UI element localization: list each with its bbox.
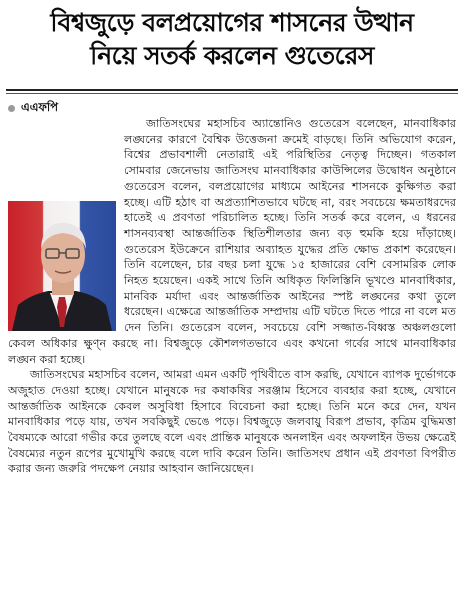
portrait-illustration bbox=[8, 201, 116, 331]
bullet-icon bbox=[8, 105, 15, 112]
headline-line-2: নিয়ে সতর্ক করলেন গুতেরেস bbox=[90, 41, 374, 70]
portrait-photo bbox=[8, 201, 116, 331]
headline bbox=[0, 6, 464, 72]
headline-divider bbox=[6, 89, 458, 91]
headline-line-1: বিশ্বজুড়ে বলপ্রয়োগের শাসনের উত্থান bbox=[50, 8, 414, 37]
article-body bbox=[8, 116, 456, 477]
paragraph-2: জাতিসংঘের মহাসচিব বলেন, আমরা এমন একটি পৃথিবীতে বাস করছি, যেখানে ব্যাপক দুর্ভোগকে অজুহাত দেওয়া হচ্ছে। যেখানে মানুষকে দর কষাকষির সরঞ্জাম হিসেবে ব্যবহার করা হচ্ছে, যেখানে আন্তর্জাতিক আইনকে কেবল অসুবিধা হিসাবে বিবেচনা করা হচ্ছে। তিনি মনে করে দেন, যখন মানবাধিকার পড়ে যায়, তখন সবকিছুই ভেঙে পড়ে। বিশ্বজুড়ে জলবায়ু বিরূপ প্রভাব, কৃত্রিম বুদ্ধিমত্তা বৈষম্যকে আরো গভীর করে তুলছে বলে এবং প্রান্তিক মানুষকে অনলাইন এবং অফলাইন উভয় ক্ষেত্রেই বৈষম্যের নতুন রূপের মুখোমুখি করছে বলে দাবি করেন তিনি। জাতিসংঘ প্রধান এই প্রবণতা বিপরীত করার জন্য জরুরি পদক্ষেপ নেয়ার আহবান জানিয়েছেন। bbox=[8, 368, 456, 476]
source-label: এএফপি bbox=[21, 100, 58, 114]
headline-divider-thin bbox=[6, 93, 458, 94]
paragraph-1: জাতিসংঘের মহাসচিব অ্যান্তোনিও গুতেরেস বলেছেন, মানবাধিকার লঙ্ঘনের কারণে বৈশ্বিক উত্তেজনা ক্রমেই বাড়ছে। তিনি অভিযোগ করেন, বিশ্বের প্রভাবশালী নেতারাই এই পরিস্থিতির নেতৃত্ব দিচ্ছেন। গতকাল সোমবার জেনেভায় জাতিসংঘ মানবাধিকার কাউন্সিলের উদ্বোধন অনুষ্ঠানে গুতেরেস বলেন, বলপ্রয়োগের মাধ্যমে আইনের শাসনকে কুক্ষিগত করা হচ্ছে। এটি হঠাৎ বা অপ্রত্যাশিতভাবে ঘটছে না, বরং সবচেয়ে ক্ষমতাধরদের হাতেই এ প্রবণতা পরিচালিত হচ্ছে। তিনি সতর্ক করে বলেন, এ ধরনের শাসনব্যবস্থা আন্তর্জাতিক স্থিতিশীলতার জন্য বড় হুমকি হয়ে দাঁড়াচ্ছে। গুতেরেস ইউক্রেনে রাশিয়ার অব্যাহত যুদ্ধের প্রতি ক্ষোভ প্রকাশ করেছেন। তিনি বলেছেন, চার বছর চলা যুদ্ধে ১৫ হাজারের বেশি বেসামরিক লোক নিহত হয়েছেন। একই সাথে তিনি অধিকৃত ফিলিস্তিনি ভূখণ্ডে মানবাধিকার, মানবিক মর্যাদা এবং আন্তর্জাতিক আইনের স্পষ্ট লঙ্ঘনের কথা তুলে ধরেছেন। এক্ষেত্রে আন্তর্জাতিক সম্প্রদায় এটি ঘটতে দিতে পারে না বলে মত দেন তিনি। গুতেরেস বলেন, সবচেয়ে বেশি সজ্জাত-বিধ্বস্ত অঞ্চলগুলো কেবল অধিকার ক্ষুণ্ন করছে না। বিশ্বজুড়ে কৌশলগতভাবে এবং কখনো গর্বের সাথে মানবাধিকার লঙ্ঘন করা হচ্ছে। bbox=[8, 117, 456, 366]
